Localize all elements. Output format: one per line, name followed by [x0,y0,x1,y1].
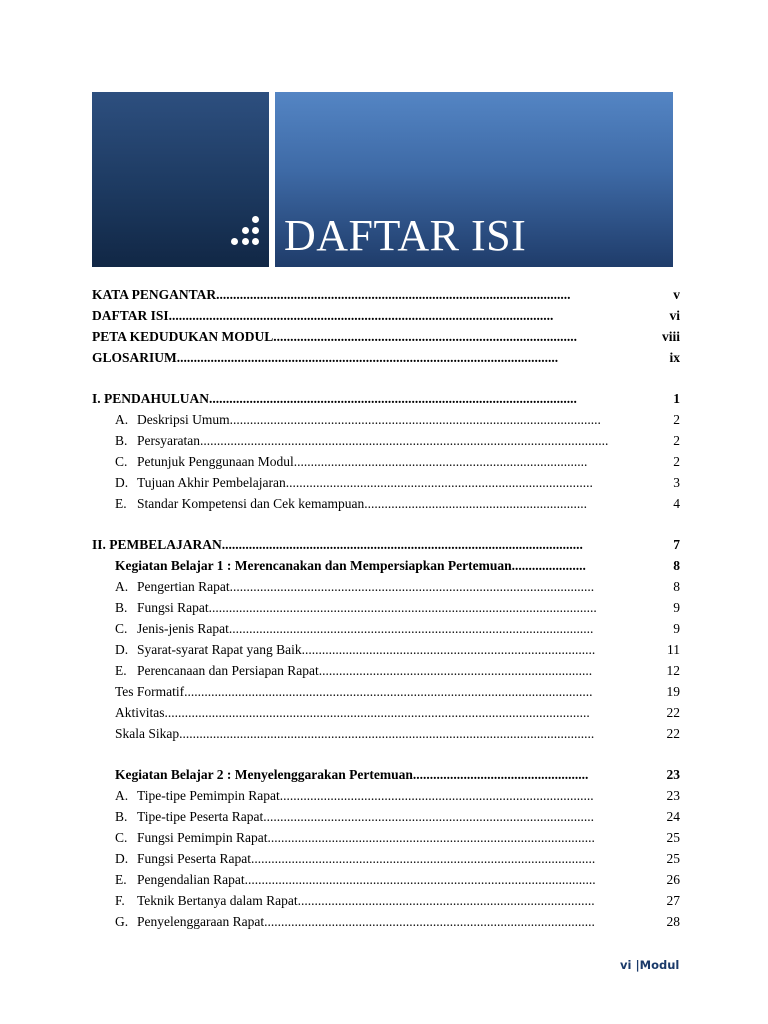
toc-entry-number: C. [115,454,128,469]
toc-entry-label: Jenis-jenis Rapat............................................................................................................ [137,621,594,636]
toc-entry-label: Aktivitas.............................................................................................................................. [115,705,590,720]
toc-entry[interactable] [115,556,680,576]
toc-entry-title [115,410,646,430]
toc-entry-label: Penyelenggaraan Rapat.................................................................................................. [137,914,595,929]
toc-entry-title [115,786,646,806]
toc-entry-page: 19 [666,684,680,699]
toc-entry-title [92,389,640,409]
toc-entry-label: Petunjuk Penggunaan Modul....................................................................................... [137,454,588,469]
toc-entry-title [115,619,646,639]
toc-entry[interactable] [115,640,680,660]
toc-entry-label: KATA PENGANTAR......................................................................................................... [92,287,571,302]
toc-entry-number: F. [115,893,125,908]
toc-entry-number: E. [115,872,127,887]
toc-entry-page: vi [669,308,680,323]
toc-entry-label: Tipe-tipe Peserta Rapat.................................................................................................. [137,809,594,824]
toc-entry-page: viii [661,329,680,344]
toc-entry-title [115,807,646,827]
toc-entry-title [115,912,646,932]
toc-entry-page: 23 [666,767,680,782]
toc-entry-page: 9 [673,600,680,615]
page-title: DAFTAR ISI [284,211,527,260]
toc-entry[interactable] [115,619,680,639]
toc-entry[interactable] [92,285,680,305]
toc-entry-number: D. [115,851,129,866]
toc-entry-page: 22 [666,705,680,720]
toc-entry[interactable] [115,786,680,806]
toc-entry[interactable] [92,535,680,555]
toc-entry-title [115,891,646,911]
toc-entry[interactable] [115,912,680,932]
toc-entry-title [115,870,646,890]
toc-entry-label: DAFTAR ISI.................................................................................................................. [92,308,554,323]
toc-entry[interactable] [115,452,680,472]
toc-entry-title [92,285,640,305]
toc-entry-page: 3 [673,475,680,490]
toc-entry-label: Syarat-syarat Rapat yang Baik....................................................................................... [137,642,596,657]
toc-entry-page: 25 [666,830,680,845]
toc-entry-page: 8 [673,558,680,573]
toc-entry[interactable] [115,473,680,493]
toc-entry-title [115,452,646,472]
toc-entry-title [115,765,646,785]
toc-entry-number: A. [115,412,129,427]
toc-entry-title [115,431,646,451]
toc-entry[interactable] [92,327,680,347]
toc-entry-label: Deskripsi Umum.............................................................................................................. [137,412,601,427]
toc-entry-label: Kegiatan Belajar 2 : Menyelenggarakan Pertemuan.................................................... [115,767,589,782]
toc-entry[interactable] [92,389,680,409]
toc-entry-title [115,473,646,493]
toc-entry-page: 2 [673,454,680,469]
toc-entry-label: Kegiatan Belajar 1 : Merencanakan dan Mempersiapkan Pertemuan...................... [115,558,586,573]
toc-entry-title [115,598,646,618]
dots-decoration-icon [226,216,266,256]
toc-entry-label: Fungsi Peserta Rapat...................................................................................................... [137,851,596,866]
toc-entry[interactable] [115,870,680,890]
toc-entry-label: PETA KEDUDUKAN MODUL.......................................................................................... [92,329,578,344]
toc-entry-number: E. [115,663,127,678]
toc-entry-page: 4 [673,496,680,511]
toc-entry-page: 23 [666,788,680,803]
toc-entry-page: 12 [666,663,680,678]
toc-entry-label: Teknik Bertanya dalam Rapat........................................................................................ [137,893,595,908]
toc-entry-page: 24 [666,809,680,824]
toc-entry-label: Persyaratan......................................................................................................................... [137,433,609,448]
toc-entry-label: Tujuan Akhir Pembelajaran........................................................................................... [137,475,593,490]
toc-entry-page: 28 [666,914,680,929]
toc-entry-title [115,724,646,744]
toc-entry-title [115,828,646,848]
toc-entry-title [115,577,646,597]
toc-entry[interactable] [115,724,680,744]
toc-entry-label: Pengertian Rapat............................................................................................................ [137,579,595,594]
toc-entry[interactable] [115,891,680,911]
toc-entry-title [92,306,640,326]
toc-entry-page: 26 [666,872,680,887]
page-footer: vi |Modul [620,958,680,972]
toc-entry[interactable] [92,306,680,326]
toc-entry-page: ix [669,350,680,365]
toc-entry-number: B. [115,433,128,448]
toc-entry[interactable] [115,494,680,514]
toc-entry-page: 22 [666,726,680,741]
toc-entry[interactable] [115,765,680,785]
toc-entry[interactable] [115,410,680,430]
toc-entry-number: C. [115,830,128,845]
toc-entry-number: D. [115,642,129,657]
toc-entry-number: G. [115,914,129,929]
toc-entry-page: 2 [673,412,680,427]
toc-entry-label: Tes Formatif......................................................................................................................... [115,684,593,699]
toc-entry-label: Fungsi Pemimpin Rapat................................................................................................. [137,830,595,845]
toc-entry[interactable] [115,703,680,723]
toc-entry-label: Standar Kompetensi dan Cek kemampuan.................................................................. [137,496,587,511]
toc-entry-title [115,640,646,660]
toc-entry-title [115,849,646,869]
toc-entry-page: v [673,287,680,302]
toc-entry-page: 8 [673,579,680,594]
toc-entry-number: C. [115,621,128,636]
toc-entry-title [92,327,640,347]
toc-entry-page: 9 [673,621,680,636]
toc-entry-page: 27 [666,893,680,908]
toc-entry-title [92,348,640,368]
toc-entry-title [92,535,640,555]
toc-entry-label: Fungsi Rapat................................................................................................................... [137,600,597,615]
toc-entry[interactable] [115,431,680,451]
toc-entry[interactable] [115,682,680,702]
toc-entry-label: II. PEMBELAJARAN........................................................................................................... [92,537,583,552]
toc-entry[interactable] [115,807,680,827]
toc-entry-title [115,682,646,702]
toc-entry-page: 25 [666,851,680,866]
toc-entry-label: GLOSARIUM................................................................................................................. [92,350,559,365]
toc-entry-number: B. [115,809,128,824]
toc-entry-title [115,661,646,681]
toc-entry-page: 1 [673,391,680,406]
toc-entry[interactable] [115,598,680,618]
toc-entry-label: Perencanaan dan Persiapan Rapat................................................................................. [137,663,593,678]
toc-entry-page: 11 [667,642,680,657]
toc-entry[interactable] [115,661,680,681]
toc-entry[interactable] [115,577,680,597]
toc-entry-number: D. [115,475,129,490]
toc-entry[interactable] [115,828,680,848]
toc-entry-title [115,703,646,723]
toc-entry[interactable] [92,348,680,368]
toc-entry-number: A. [115,579,129,594]
toc-entry-number: E. [115,496,127,511]
toc-entry-label: Skala Sikap........................................................................................................................... [115,726,595,741]
toc-entry-label: Pengendalian Rapat........................................................................................................ [137,872,596,887]
toc-entry-page: 7 [673,537,680,552]
toc-entry-label: I. PENDAHULUAN............................................................................................................. [92,391,577,406]
toc-entry-page: 2 [673,433,680,448]
toc-entry-title [115,556,646,576]
toc-entry-number: B. [115,600,128,615]
toc-entry-number: A. [115,788,129,803]
toc-entry-label: Tipe-tipe Pemimpin Rapat............................................................................................. [137,788,594,803]
toc-entry[interactable] [115,849,680,869]
toc-entry-title [115,494,646,514]
